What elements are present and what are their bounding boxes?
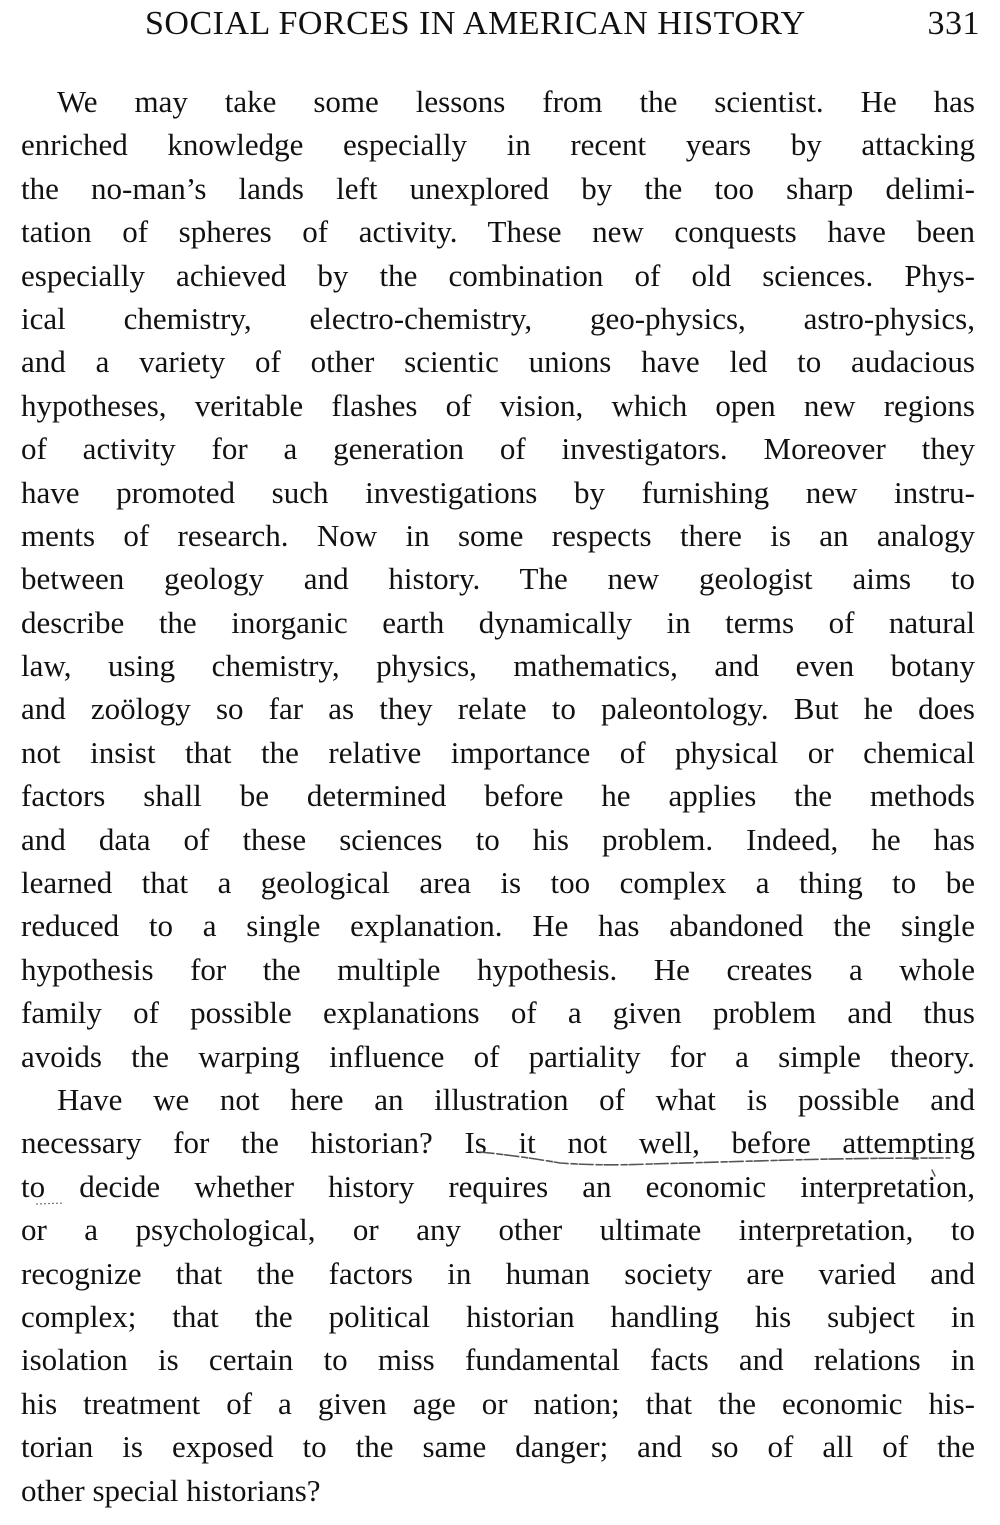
page-number: 331 bbox=[927, 5, 980, 42]
body-text bbox=[21, 80, 975, 1512]
paragraph-1 bbox=[21, 80, 975, 1078]
text-line: between geology and history. The new geologist aims to bbox=[21, 561, 975, 597]
text-line: complex; that the political historian handling his subject in bbox=[21, 1298, 975, 1334]
text-line: We may take some lessons from the scientist. He has bbox=[57, 84, 975, 119]
text-line: factors shall be determined before he applies the methods bbox=[21, 778, 975, 814]
paragraph-2 bbox=[21, 1078, 975, 1512]
text-line: hypotheses, veritable flashes of vision, which open new regions bbox=[21, 387, 975, 423]
text-line: isolation is certain to miss fundamental facts and relations in bbox=[21, 1342, 975, 1378]
text-line: hypothesis for the multiple hypothesis. He creates a whole bbox=[21, 951, 975, 987]
text-line: other special historians? bbox=[21, 1472, 321, 1508]
text-line: avoids the warping influence of partiality for a simple theory. bbox=[21, 1038, 975, 1074]
text-line: his treatment of a given age or nation; that the economic his- bbox=[21, 1385, 975, 1421]
text-line: necessary for the historian? Is it not well, before attempting bbox=[21, 1125, 975, 1161]
text-line: reduced to a single explanation. He has abandoned the single bbox=[21, 908, 975, 944]
text-line: and zoölogy so far as they relate to paleontology. But he does bbox=[21, 691, 975, 727]
text-line: law, using chemistry, physics, mathematics, and even botany bbox=[21, 648, 975, 684]
text-line: torian is exposed to the same danger; and so of all of the bbox=[21, 1429, 975, 1465]
text-line: enriched knowledge especially in recent years by attacking bbox=[21, 127, 975, 163]
text-line: ical chemistry, electro-chemistry, geo-physics, astro-physics, bbox=[21, 300, 975, 336]
text-line: recognize that the factors in human society are varied and bbox=[21, 1255, 975, 1291]
text-line: especially achieved by the combination of old sciences. Phys- bbox=[21, 257, 975, 293]
text-line: describe the inorganic earth dynamically in terms of natural bbox=[21, 604, 975, 640]
text-line: not insist that the relative importance of physical or chemical bbox=[21, 734, 975, 770]
text-line: have promoted such investigations by furnishing new instru- bbox=[21, 474, 975, 510]
text-line: ments of research. Now in some respects there is an analogy bbox=[21, 517, 975, 553]
text-line: family of possible explanations of a given problem and thus bbox=[21, 995, 975, 1031]
text-line: and data of these sciences to his problem. Indeed, he has bbox=[21, 821, 975, 857]
text-line: the no-man’s lands left unexplored by the too sharp delimi- bbox=[21, 170, 975, 206]
running-head bbox=[140, 2, 980, 46]
text-line: tation of spheres of activity. These new conquests have been bbox=[21, 214, 975, 250]
text-line: Have we not here an illustration of what is possible and bbox=[57, 1081, 975, 1117]
text-line: of activity for a generation of investigators. Moreover they bbox=[21, 431, 975, 467]
text-line: learned that a geological area is too complex a thing to be bbox=[21, 865, 975, 901]
text-line: and a variety of other scientic unions have led to audacious bbox=[21, 344, 975, 380]
text-line: to decide whether history requires an economic interpretation, bbox=[21, 1168, 975, 1204]
running-head-title: SOCIAL FORCES IN AMERICAN HISTORY bbox=[145, 5, 806, 42]
text-line: or a psychological, or any other ultimate interpretation, to bbox=[21, 1212, 975, 1248]
